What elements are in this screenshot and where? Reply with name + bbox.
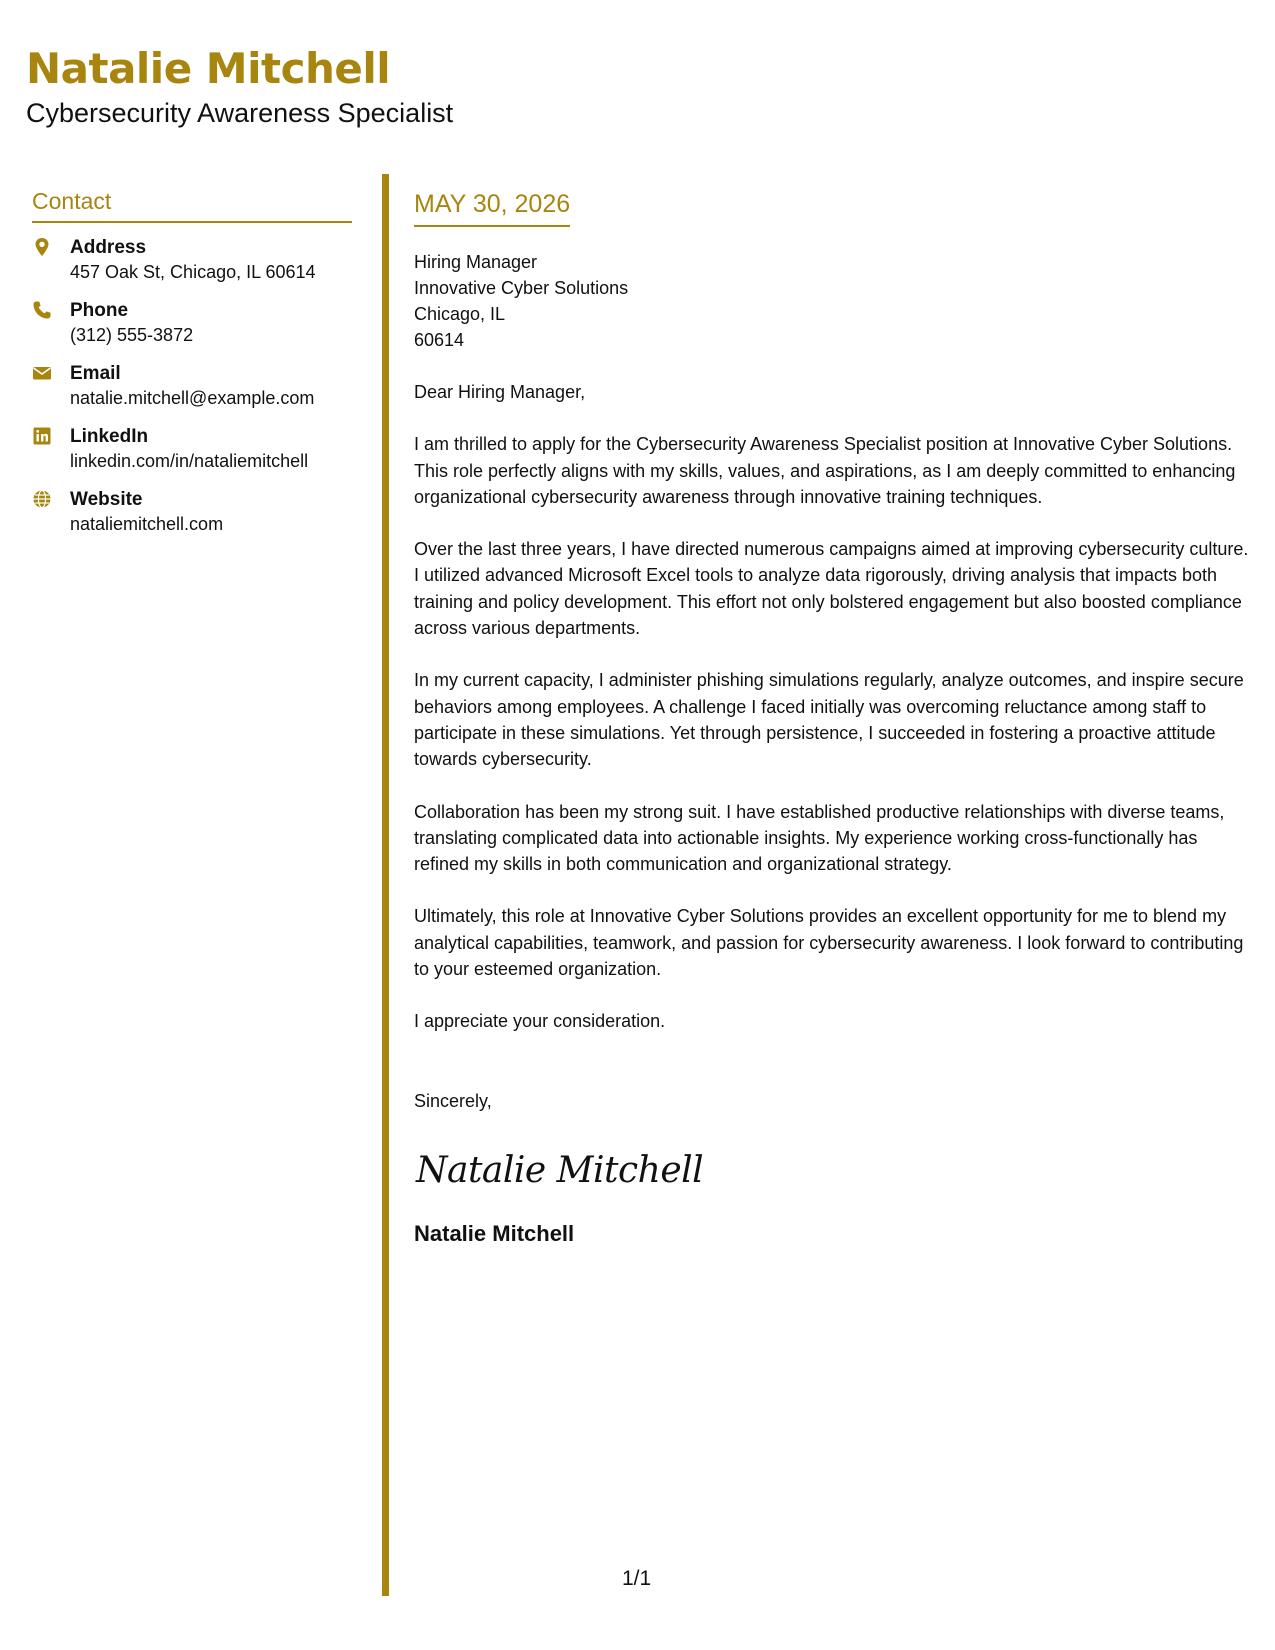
website-value[interactable]: nataliemitchell.com [70, 514, 224, 534]
envelope-icon [32, 363, 52, 383]
letter-date: MAY 30, 2026 [414, 190, 570, 227]
address-value: 457 Oak St, Chicago, IL 60614 [70, 262, 316, 282]
body-paragraph: Collaboration has been my strong suit. I have established productive relationships with diverse teams, translating complicated data into actionable insights. My experience working cross-functionally has refined my skills in both communication and organizational strategy. [414, 801, 1225, 875]
closing: Sincerely, [414, 1090, 492, 1111]
contact-heading: Contact [32, 188, 352, 223]
linkedin-value[interactable]: linkedin.com/in/nataliemitchell [70, 451, 309, 471]
contact-label: LinkedIn [70, 426, 149, 447]
contact-email [32, 361, 352, 411]
recipient-line: Chicago, IL [414, 304, 506, 324]
body-paragraph: Over the last three years, I have directed numerous campaigns aimed at improving cybersecurity culture. I utilized advanced Microsoft Excel tools to analyze data rigorously, driving analysis that impacts both training and policy development. This effort not only bolstered engagement but also boosted compliance across various departments. [414, 539, 1249, 639]
body-paragraph: I appreciate your consideration. [414, 1011, 666, 1032]
email-value[interactable]: natalie.mitchell@example.com [70, 388, 315, 408]
contact-label: Address [70, 237, 147, 258]
contact-label: Website [70, 489, 143, 510]
body-paragraph: In my current capacity, I administer phishing simulations regularly, analyze outcomes, and inspire secure behaviors among employees. A challenge I faced initially was overcoming reluctance among staff to participate in these simulations. Yet through persistence, I succeeded in fostering a proactive attitude towards cybersecurity. [414, 670, 1244, 770]
phone-icon [32, 300, 52, 320]
applicant-name: Natalie Mitchell [26, 44, 391, 93]
recipient-line: Hiring Manager [414, 252, 538, 272]
recipient-line: 60614 [414, 330, 465, 350]
body-paragraph: I am thrilled to apply for the Cybersecurity Awareness Specialist position at Innovative Cyber Solutions. This role perfectly aligns with my skills, values, and aspirations, as I am deeply committed to enhancing organizational cybersecurity awareness through innovative training techniques. [414, 434, 1236, 507]
phone-value: (312) 555-3872 [70, 325, 194, 345]
contact-label: Phone [70, 300, 129, 321]
contact-address [32, 235, 352, 285]
body-paragraph: Ultimately, this role at Innovative Cyber Solutions provides an excellent opportunity for me to blend my analytical capabilities, teamwork, and passion for cybersecurity awareness. I look forward to contributing to your esteemed organization. [414, 906, 1244, 980]
linkedin-icon [32, 426, 52, 446]
contact-linkedin [32, 424, 352, 474]
recipient-line: Innovative Cyber Solutions [414, 278, 629, 298]
contact-label: Email [70, 363, 121, 384]
map-pin-icon [32, 237, 52, 257]
signer-name: Natalie Mitchell [414, 1220, 575, 1246]
contact-sidebar [32, 188, 352, 550]
salutation: Dear Hiring Manager, [414, 382, 586, 402]
column-divider [382, 174, 389, 1596]
contact-phone [32, 298, 352, 348]
job-title: Cybersecurity Awareness Specialist [26, 98, 454, 128]
globe-icon [32, 489, 52, 509]
handwritten-signature: Natalie Mitchell [416, 1149, 704, 1191]
page-number: 1/1 [622, 1567, 652, 1590]
recipient-block [414, 249, 1254, 353]
contact-website [32, 487, 352, 537]
letter-body [414, 190, 1254, 1247]
